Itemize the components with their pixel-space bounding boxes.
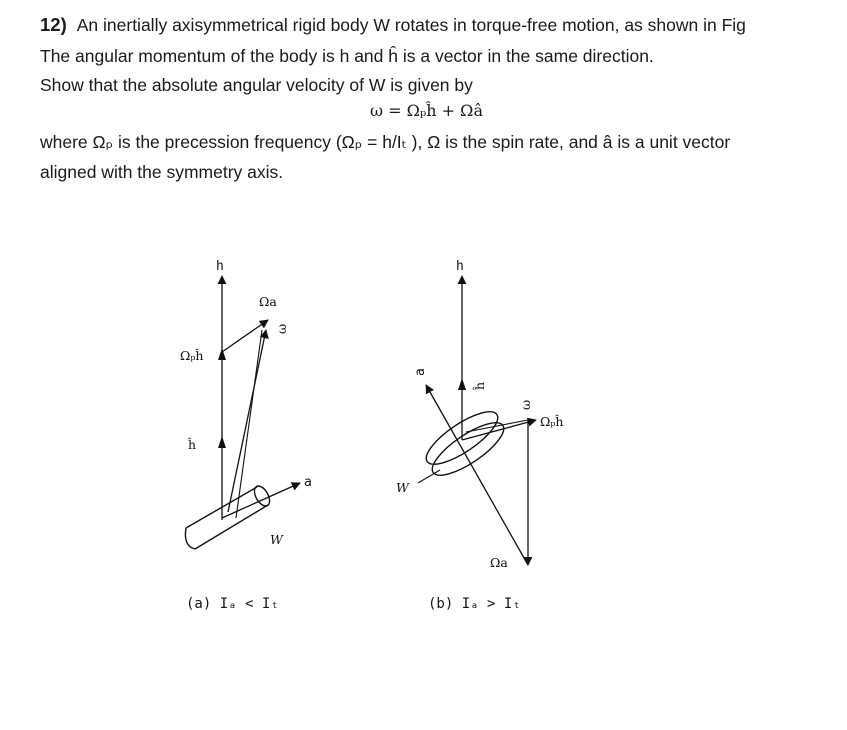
label-omega-a-b: Ωa — [490, 555, 508, 570]
label-h-b: h — [456, 259, 464, 274]
label-body-a: W — [270, 532, 283, 547]
equation: ω = Ωₚĥ + Ωâ — [370, 101, 483, 120]
label-h-a: h — [216, 259, 224, 274]
problem-line-5: aligned with the symmetry axis. — [40, 162, 284, 182]
disc-body-b — [419, 403, 510, 484]
label-omega-a: ω — [274, 323, 289, 334]
label-a-a: a — [304, 475, 312, 490]
figure-a — [180, 259, 312, 612]
caption-b: (b) Iₐ > Iₜ — [428, 596, 521, 612]
caption-a: (a) Iₐ < Iₜ — [186, 596, 279, 612]
label-omega-b: ω — [518, 399, 533, 410]
omega-vector-a — [228, 330, 266, 512]
problem-line-3: Show that the absolute angular velocity of W is given by — [40, 75, 473, 95]
problem-line-2: The angular momentum of the body is h and ĥ is a vector in the same direction. — [40, 46, 654, 66]
hhat-marker-b — [458, 378, 466, 390]
cylinder-body-a — [185, 483, 272, 549]
label-a-b: a — [413, 368, 428, 376]
label-omega-p-h-a: Ωₚĥ — [180, 348, 204, 363]
label-omega-p-h-b: Ωₚĥ — [540, 414, 564, 429]
label-hhat-a: ĥ — [188, 437, 197, 452]
figure-b — [396, 259, 563, 612]
problem-number: 12) — [40, 14, 67, 35]
hhat-marker-a — [218, 436, 226, 448]
problem-text-1: An inertially axisymmetrical rigid body W rotates in torque-free motion, as shown in Fig — [76, 15, 746, 35]
label-omega-a-a: Ωa — [259, 294, 277, 309]
label-hhat-b: ĥ — [472, 381, 487, 390]
problem-line-4: where Ωₚ is the precession frequency (Ωₚ = h/Iₜ ), Ω is the spin rate, and â is a unit vector — [40, 132, 731, 152]
label-body-b: W — [396, 480, 409, 495]
